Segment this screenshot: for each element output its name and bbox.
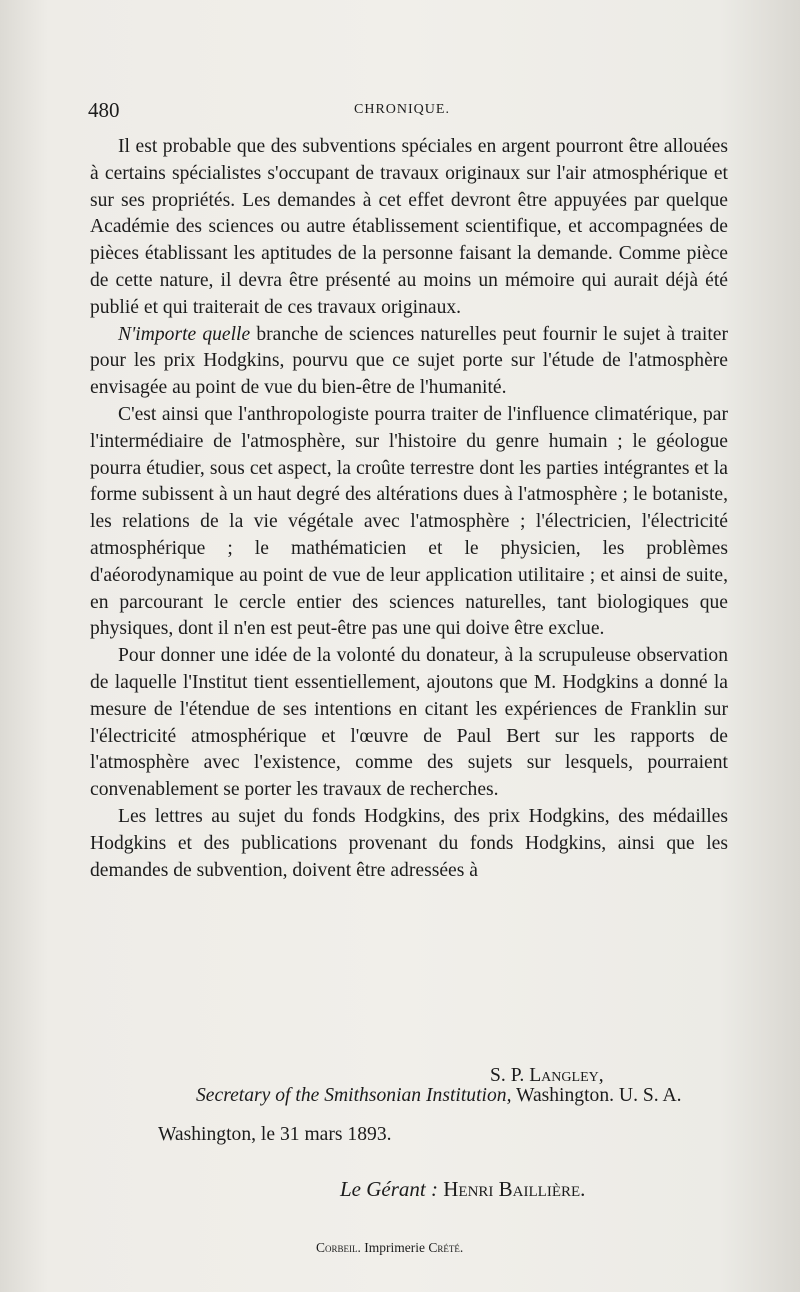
printer-name: Crété.: [428, 1240, 464, 1255]
dateline: Washington, le 31 mars 1893.: [158, 1124, 392, 1145]
signature-title: [196, 1085, 682, 1107]
running-head: CHRONIQUE.: [354, 102, 450, 117]
signature-title-italic: Secretary of the Smithsonian Institution,: [196, 1085, 512, 1106]
gerant-line: [340, 1177, 585, 1202]
gerant-name: Henri Baillière.: [443, 1177, 586, 1201]
printer-imprint: [316, 1240, 463, 1256]
paragraph-volonte: Pour donner une idée de la volonté du donateur, à la scrupuleuse observation de laquelle l'Institut tient essentiellement, ajoutons que M. Hodgkins a donné la mesure de l'étendue de ses intentions en citant les expériences de Franklin sur l'électricité atmosphérique et l'œuvre de Paul Bert sur les rapports de l'atmosphère avec l'existence, comme des sujets sur lesquels, pourraient convenablement se porter les travaux de recherches.: [90, 645, 728, 801]
gerant-label: Le Gérant :: [340, 1177, 438, 1201]
paragraph-adresse: Les lettres au sujet du fonds Hodgkins, des prix Hodgkins, des médailles Hodgkins et des publications provenant du fonds Hodgkins, ainsi que les demandes de subvention, doivent être adressées à: [90, 805, 728, 881]
signature-name: S. P. Langley,: [490, 1065, 604, 1086]
paragraph-lead-italic: N'importe quelle: [118, 323, 251, 345]
signature-location: Washington. U. S. A.: [516, 1085, 682, 1106]
page-number: 480: [88, 98, 120, 122]
printer-city: Corbeil.: [316, 1240, 361, 1255]
paragraph-sujet-text: branche de sciences naturelles peut fournir le sujet à traiter pour les prix Hodgkins, pourvu que ce sujet porte sur l'étude de l'atmosphère envisagée au point de vue du bien-être de l'humanité.: [90, 323, 728, 399]
article-body: [90, 134, 728, 884]
paragraph-sujet: [90, 322, 728, 402]
page-header: [88, 98, 728, 128]
paragraph-exemples: C'est ainsi que l'anthropologiste pourra traiter de l'influence climatérique, par l'intermédiaire de l'atmosphère, sur l'histoire du genre humain ; le géologue pourra étudier, sous cet aspect, la croûte terrestre dont les parties intégrantes et la forme subissent à un haut degré des altérations dues à l'atmosphère ; le botaniste, les relations de la vie végétale avec l'atmosphère ; l'électricien, l'électricité atmosphérique ; le mathématicien et le physicien, les problèmes d'aéorodynamique au point de vue de leur application utilitaire ; et ainsi de suite, en parcourant le cercle entier des sciences naturelles, tant biologiques que physiques, dont il n'en est peut-être pas une qui doive être exclue.: [90, 403, 728, 640]
paragraph-subventions: Il est probable que des subventions spéciales en argent pourront être allouées à certains spécialistes s'occupant de travaux originaux sur l'air atmosphérique et sur ses propriétés. Les demandes à cet effet devront être appuyées par quelque Académie des sciences ou autre établissement scientifique, et accompagnées de pièces établissant les aptitudes de la personne faisant la demande. Comme pièce de cette nature, il devra être présenté au moins un mémoire qui aurait déjà été publié et qui traiterait de ces travaux originaux.: [90, 136, 728, 318]
printer-text: Imprimerie: [364, 1240, 425, 1255]
